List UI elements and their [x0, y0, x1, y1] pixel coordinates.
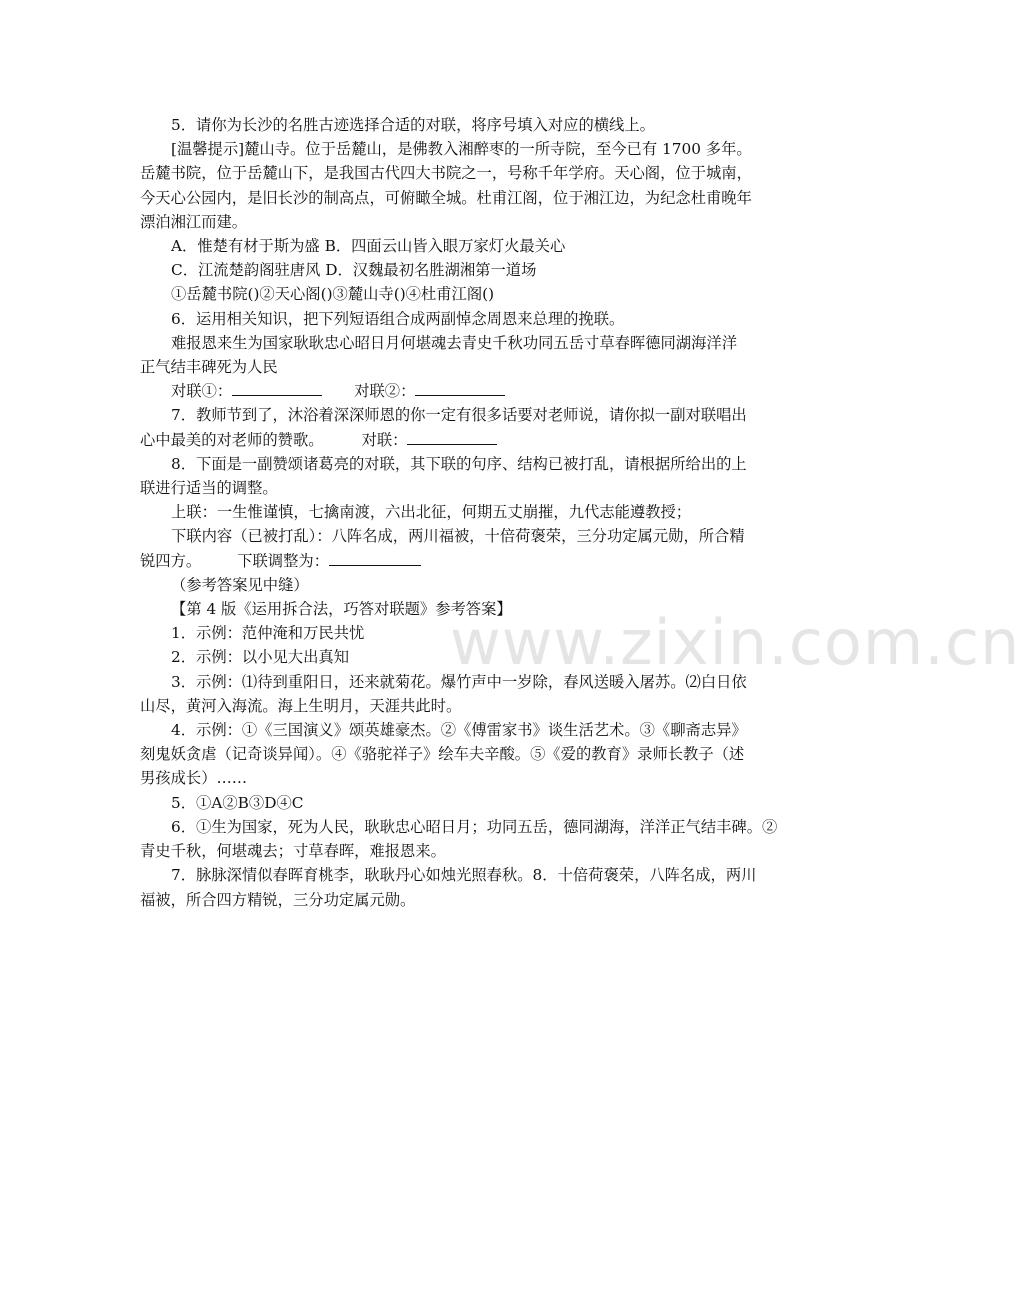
q8-stem: 联进行适当的调整。 — [140, 479, 278, 498]
q5-option-cd: C．江流楚韵阁驻唐风 D．汉魏最初名胜湖湘第一道场 — [171, 261, 537, 280]
q6-phrases: 正气结丰碑死为人民 — [140, 358, 278, 377]
answer-line: 4．示例：①《三国演义》颂英雄豪杰。②《傅雷家书》谈生活艺术。③《聊斋志异》 — [171, 721, 747, 740]
document-page — [140, 113, 782, 912]
q7-stem: 7．教师节到了，沐浴着深深师恩的你一定有很多话要对老师说，请你拟一副对联唱出 — [171, 406, 747, 425]
q5-hint-line: 今天心公园内，是旧长沙的制高点，可俯瞰全城。杜甫江阁，位于湘江边，为纪念杜甫晚年 — [140, 188, 752, 207]
answer-blank[interactable] — [232, 379, 322, 396]
q8-lower-line — [140, 549, 782, 573]
answer-line: 3．示例：⑴待到重阳日，还来就菊花。爆竹声中一岁除，春风送暖入屠苏。⑵白日依 — [171, 672, 747, 691]
answer-blank[interactable] — [329, 549, 421, 566]
answer-line: 山尽，黄河入海流。海上生明月，天涯共此时。 — [140, 696, 462, 715]
answer-line: 7．脉脉深情似春晖育桃李，耿耿丹心如烛光照春秋。8．十倍荷褒荣，八阵名成，两川 — [171, 866, 757, 885]
q6-phrases: 难报恩来生为国家耿耿忠心昭日月何堪魂去青史千秋功同五岳寸草春晖德同湖海洋洋 — [171, 333, 737, 352]
q5-hint-line: [温馨提示]麓山寺。位于岳麓山，是佛教入湘醉枣的一所寺院，至今已有 1700 多年。 — [171, 140, 752, 159]
q5-places: ①岳麓书院()②天心阁()③麓山寺()④杜甫江阁() — [171, 285, 495, 304]
answers-heading: 【第 4 版《运用拆合法，巧答对联题》参考答案】 — [171, 600, 512, 619]
q6-stem: 6．运用相关知识，把下列短语组合成两副悼念周恩来总理的挽联。 — [171, 309, 625, 328]
q8-upper-couplet: 上联：一生惟谨慎，七擒南渡，六出北征，何期五丈崩摧，九代志能遵教授； — [171, 503, 692, 522]
answer-line: 青史千秋，何堪魂去；寸草春晖，难报恩来。 — [140, 842, 446, 861]
answer-line: 5．①A②B③D④C — [171, 793, 304, 812]
answer-blank[interactable] — [415, 379, 505, 396]
q7-stem-line — [140, 428, 782, 452]
q6-label-1: 对联①： — [171, 382, 233, 401]
answer-line: 刻鬼妖贪虐（记奇谈异闻）。④《骆驼祥子》绘车夫辛酸。⑤《爱的教育》录师长教子（述 — [140, 745, 745, 764]
q6-label-2: 对联②： — [354, 382, 416, 401]
q7-label: 对联： — [361, 430, 408, 449]
q6-answer-row — [140, 379, 782, 403]
watermark: www.zixin.com.cn — [450, 606, 1020, 679]
q5-stem: 5．请你为长沙的名胜古迹选择合适的对联，将序号填入对应的横线上。 — [171, 116, 655, 134]
q5-hint-line: 岳麓书院，位于岳麓山下，是我国古代四大书院之一，号称千年学府。天心阁，位于城南， — [140, 164, 752, 183]
answer-line: 男孩成长）…… — [140, 769, 248, 788]
answer-line: 2．示例：以小见大出真知 — [171, 648, 349, 667]
q8-stem: 8．下面是一副赞颂诸葛亮的对联，其下联的句序、结构已被打乱，请根据所给出的上 — [171, 454, 747, 473]
answer-line: 6．①生为国家，死为人民，耿耿忠心昭日月；功同五岳，德同湖海，洋洋正气结丰碑。② — [171, 817, 778, 836]
q8-lower-tail: 锐四方。 — [140, 551, 202, 570]
q5-hint-line: 漂泊湘江而建。 — [140, 212, 248, 231]
q7-stem-tail: 心中最美的对老师的赞歌。 — [140, 430, 324, 449]
answer-line: 福被，所合四方精锐，三分功定属元勋。 — [140, 890, 416, 909]
answer-line: 1．示例：范仲淹和万民共忧 — [171, 624, 365, 643]
answer-blank[interactable] — [407, 428, 497, 445]
q8-note: （参考答案见中缝） — [171, 575, 309, 594]
q5-option-ab: A．惟楚有材于斯为盛 B．四面云山皆入眼万家灯火最关心 — [171, 237, 566, 256]
q8-lower-couplet: 下联内容（已被打乱）：八阵名成，两川福被，十倍荷褒荣，三分功定属元勋，所合精 — [171, 527, 745, 546]
q8-adjust-label: 下联调整为： — [237, 551, 329, 570]
